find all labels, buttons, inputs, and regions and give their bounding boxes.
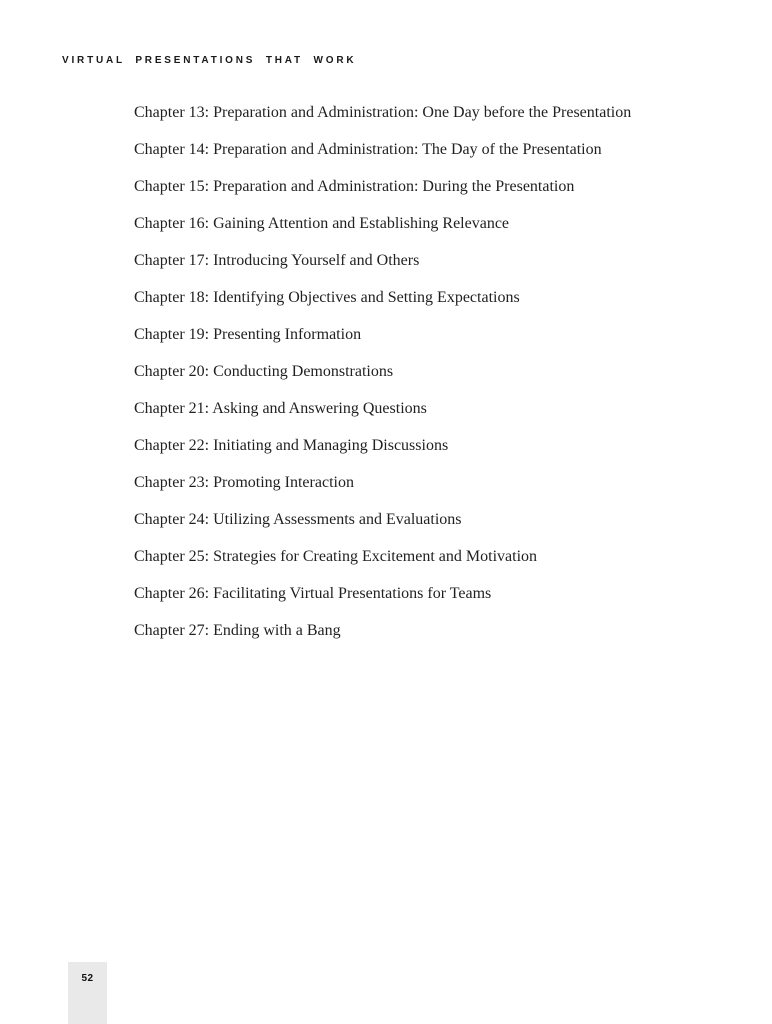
chapter-entry: Chapter 18: Identifying Objectives and Setting Expectations xyxy=(134,289,520,306)
chapter-entry: Chapter 16: Gaining Attention and Establishing Relevance xyxy=(134,215,510,232)
chapter-entry: Chapter 22: Initiating and Managing Discussions xyxy=(134,437,449,454)
chapter-entry: Chapter 24: Utilizing Assessments and Evaluations xyxy=(134,511,462,528)
chapter-entry: Chapter 21: Asking and Answering Questions xyxy=(134,400,427,417)
chapter-entry: Chapter 17: Introducing Yourself and Others xyxy=(134,252,420,269)
chapter-list xyxy=(134,100,665,655)
chapter-entry: Chapter 14: Preparation and Administration: The Day of the Presentation xyxy=(134,141,602,158)
page-number: 52 xyxy=(81,973,94,984)
chapter-entry: Chapter 15: Preparation and Administration: During the Presentation xyxy=(134,178,575,195)
chapter-entry: Chapter 19: Presenting Information xyxy=(134,326,362,343)
page-number-tab xyxy=(68,962,107,1024)
chapter-entry: Chapter 20: Conducting Demonstrations xyxy=(134,363,394,380)
running-header: VIRTUAL PRESENTATIONS THAT WORK xyxy=(62,55,357,66)
chapter-entry: Chapter 13: Preparation and Administration: One Day before the Presentation xyxy=(134,104,632,121)
chapter-entry: Chapter 27: Ending with a Bang xyxy=(134,622,341,639)
chapter-entry: Chapter 23: Promoting Interaction xyxy=(134,474,354,491)
chapter-entry: Chapter 25: Strategies for Creating Excitement and Motivation xyxy=(134,548,538,565)
chapter-entry: Chapter 26: Facilitating Virtual Presentations for Teams xyxy=(134,585,492,602)
